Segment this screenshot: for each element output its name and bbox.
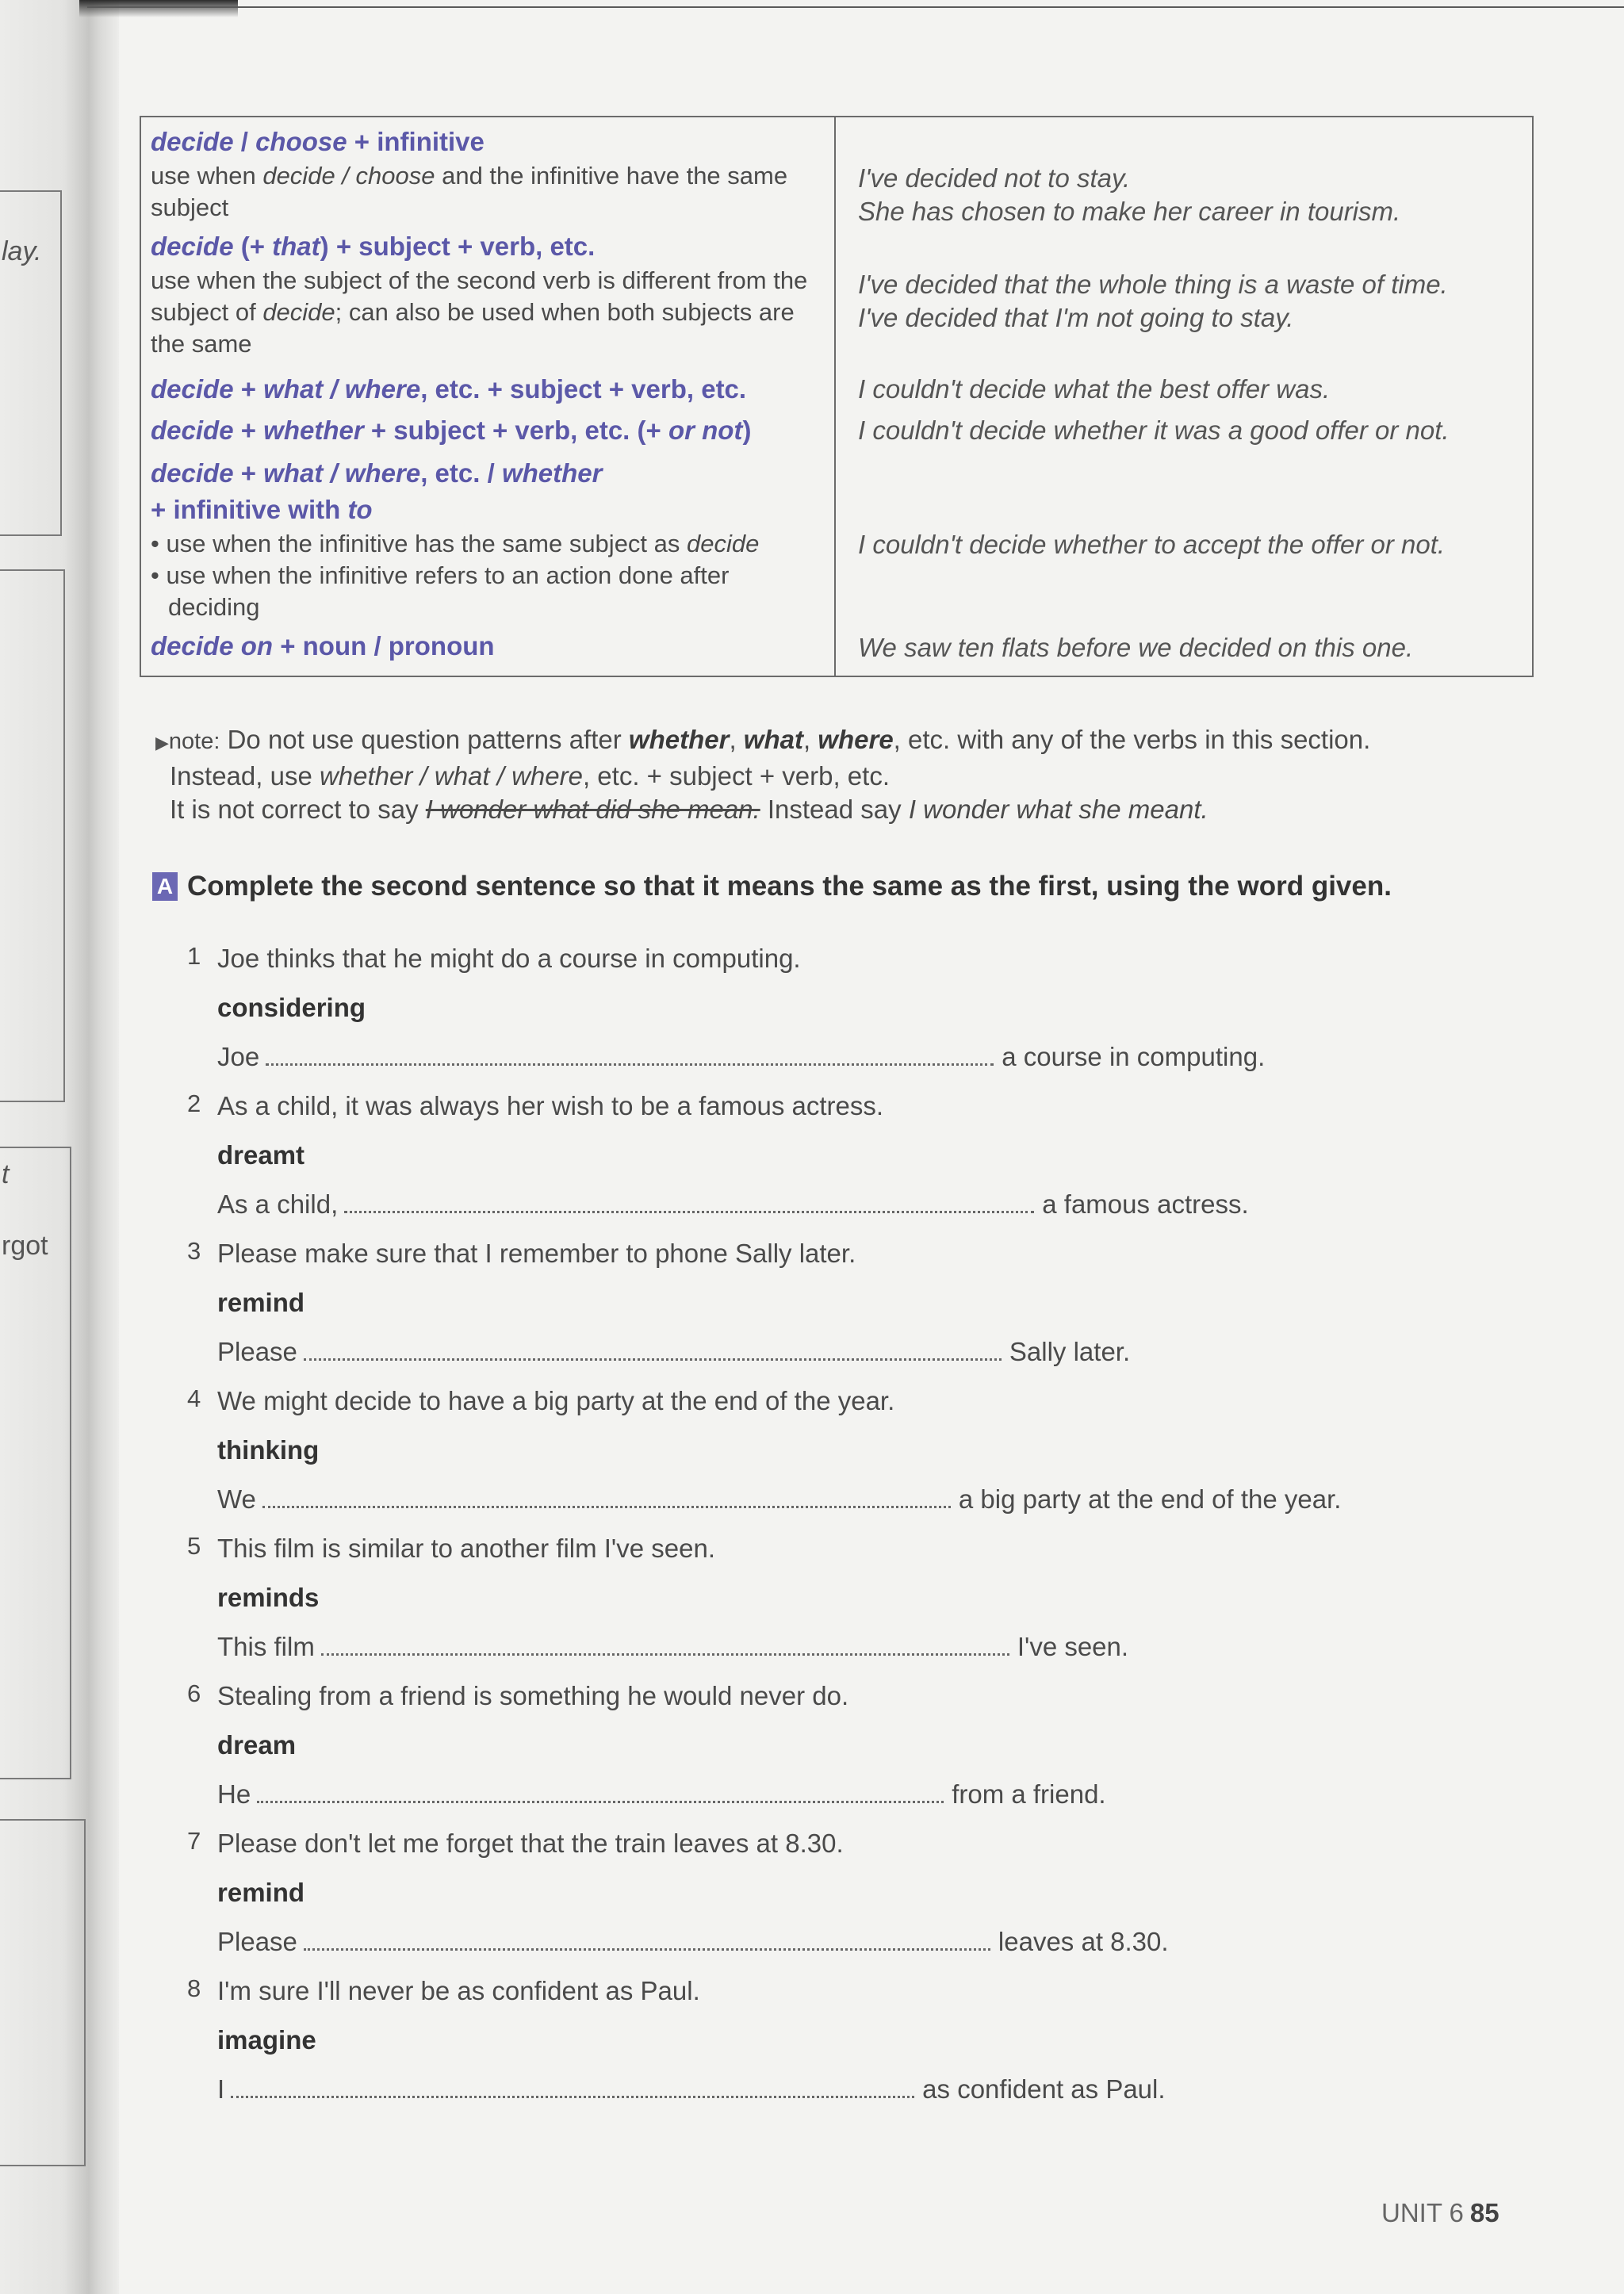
- rule-heading: decide on + noun / pronoun: [151, 631, 495, 661]
- answer-blank[interactable]: [304, 1358, 1002, 1361]
- example-sentence: We saw ten flats before we decided on this one.: [858, 633, 1414, 662]
- item-keyword: reminds: [217, 1583, 320, 1612]
- rule-decide-that: [151, 228, 825, 360]
- margin-fragment: t: [2, 1159, 10, 1189]
- answer-line: This film I've seen.: [217, 1632, 1129, 1661]
- item-prompt: Please make sure that I remember to phone Sally later.: [217, 1239, 856, 1268]
- rule-description: use when decide / choose and the infinitive have the same subject: [151, 162, 788, 221]
- rule-decide-choose-infinitive: [151, 124, 825, 224]
- item-number: 2: [187, 1090, 201, 1117]
- example-sentence: I couldn't decide whether it was a good offer or not.: [858, 416, 1450, 445]
- item-prompt: I'm sure I'll never be as confident as Paul.: [217, 1976, 700, 2005]
- note-line-1: ▶note: Do not use question patterns after whether, what, where, etc. with any of the verbs in this section.: [155, 725, 1371, 754]
- margin-box-4: [0, 1819, 86, 2166]
- answer-blank[interactable]: [321, 1653, 1009, 1656]
- rule-decide-whether: [151, 412, 825, 449]
- item-number: 7: [187, 1827, 201, 1855]
- example-sentence: I've decided that I'm not going to stay.: [858, 303, 1294, 332]
- answer-blank[interactable]: [304, 1947, 990, 1951]
- rule-heading: decide (+ that) + subject + verb, etc.: [151, 232, 596, 261]
- answer-blank[interactable]: [257, 1800, 944, 1803]
- page-footer: [1381, 2198, 1500, 2228]
- item-number: 5: [187, 1532, 201, 1560]
- rule-decide-on: [151, 628, 825, 664]
- answer-blank[interactable]: [231, 2095, 914, 2098]
- unit-label: UNIT 6: [1381, 2198, 1464, 2227]
- exercise-instruction: A Complete the second sentence so that it means the same as the first, using the word given.: [152, 871, 1392, 902]
- example-sentence: I've decided not to stay.: [858, 163, 1131, 193]
- margin-fragment: lay.: [2, 236, 42, 266]
- rule-bullet: • use when the infinitive has the same subject as decide: [151, 530, 760, 557]
- answer-line: Please Sally later.: [217, 1337, 1131, 1366]
- note-line-2: Instead, use whether / what / where, etc. + subject + verb, etc.: [170, 761, 890, 791]
- answer-line: We a big party at the end of the year.: [217, 1484, 1342, 1514]
- answer-blank[interactable]: [266, 1063, 994, 1066]
- answer-line: I as confident as Paul.: [217, 2074, 1166, 2104]
- item-prompt: We might decide to have a big party at the end of the year.: [217, 1386, 895, 1415]
- item-prompt: Stealing from a friend is something he would never do.: [217, 1681, 849, 1710]
- item-keyword: dreamt: [217, 1140, 305, 1170]
- item-number: 4: [187, 1384, 201, 1412]
- page-corner-shadow: [79, 0, 238, 17]
- item-number: 6: [187, 1679, 201, 1707]
- margin-fragment: rgot: [2, 1231, 48, 1261]
- example-sentence: She has chosen to make her career in tourism.: [858, 197, 1401, 226]
- rule-heading: decide / choose + infinitive: [151, 127, 485, 156]
- rule-decide-what-where: [151, 371, 825, 408]
- item-number: 8: [187, 1974, 201, 2002]
- item-keyword: thinking: [217, 1435, 320, 1465]
- item-keyword: remind: [217, 1878, 305, 1907]
- answer-line: Please leaves at 8.30.: [217, 1927, 1169, 1956]
- grammar-table: [140, 116, 1534, 677]
- answer-line: As a child, a famous actress.: [217, 1189, 1249, 1219]
- note-line-3: It is not correct to say I wonder what did she mean. Instead say I wonder what she meant.: [170, 795, 1208, 824]
- item-prompt: As a child, it was always her wish to be a famous actress.: [217, 1091, 884, 1120]
- item-keyword: dream: [217, 1730, 297, 1760]
- rule-heading: decide + what / where, etc. / whether: [151, 458, 603, 488]
- page-number: 85: [1469, 2198, 1500, 2227]
- rule-heading: decide + whether + subject + verb, etc. (+ or not): [151, 416, 752, 445]
- triangle-icon: ▶: [155, 733, 169, 753]
- exercise-badge: A: [152, 872, 178, 901]
- item-keyword: imagine: [217, 2025, 316, 2055]
- example-sentence: I couldn't decide what the best offer was.: [858, 374, 1331, 404]
- example-sentence: I couldn't decide whether to accept the offer or not.: [858, 530, 1446, 559]
- rule-decide-infinitive-with-to: [151, 455, 825, 623]
- example-sentence: I've decided that the whole thing is a waste of time.: [858, 270, 1448, 299]
- item-number: 3: [187, 1237, 201, 1265]
- answer-blank[interactable]: [344, 1210, 1034, 1213]
- item-number: 1: [187, 942, 201, 970]
- item-prompt: This film is similar to another film I've seen.: [217, 1534, 715, 1563]
- rule-description: use when the subject of the second verb is different from the subject of decide; can also be used when both subjects are the same: [151, 266, 808, 358]
- usage-note: [155, 723, 1503, 826]
- item-prompt: Please don't let me forget that the train leaves at 8.30.: [217, 1829, 844, 1858]
- margin-box-2: [0, 569, 65, 1102]
- rule-heading: decide + what / where, etc. + subject + verb, etc.: [151, 374, 747, 404]
- rule-heading-line2: + infinitive with to: [151, 495, 373, 524]
- item-keyword: considering: [217, 993, 366, 1022]
- answer-line: He from a friend.: [217, 1779, 1106, 1809]
- item-keyword: remind: [217, 1288, 305, 1317]
- column-divider: [834, 117, 836, 676]
- answer-line: Joe a course in computing.: [217, 1042, 1266, 1071]
- answer-blank[interactable]: [262, 1505, 951, 1508]
- item-prompt: Joe thinks that he might do a course in computing.: [217, 944, 801, 973]
- top-rule: [87, 6, 1624, 8]
- rule-bullet: • use when the infinitive refers to an action done after deciding: [151, 561, 730, 621]
